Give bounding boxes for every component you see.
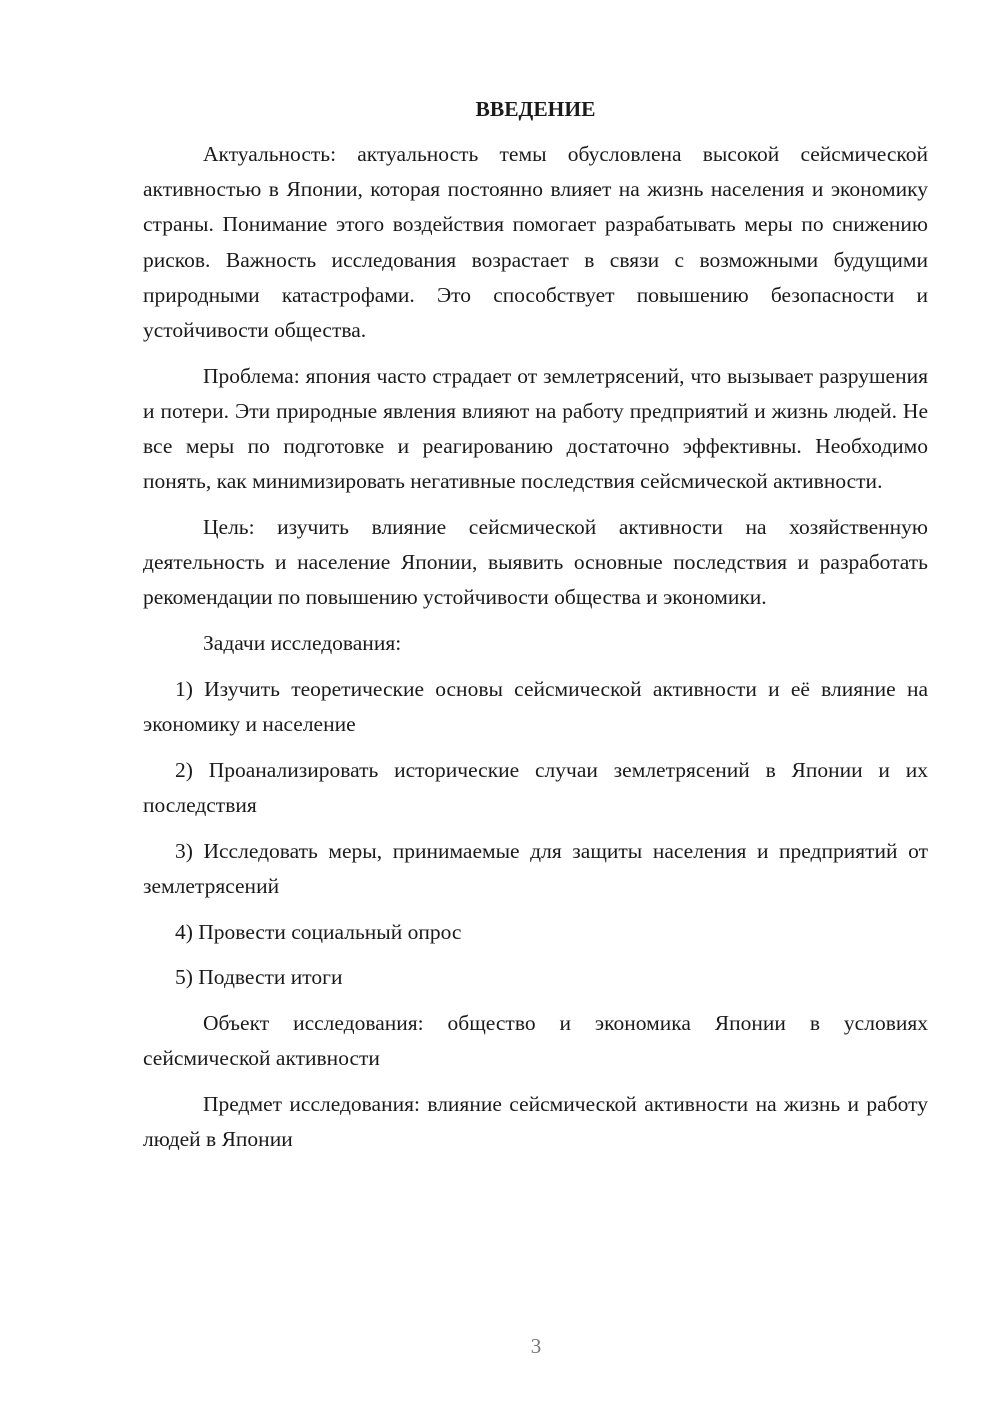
subject-paragraph: Предмет исследования: влияние сейсмической активности на жизнь и работу людей в Японии [143,1091,928,1152]
object-paragraph: Объект исследования: общество и экономика Японии в условиях сейсмической активности [143,1010,928,1071]
tasks-heading: Задачи исследования: [203,631,402,656]
problem-paragraph: Проблема: япония часто страдает от землетрясений, что вызывает разрушения и потери. Эти природные явления влияют на работу предприятий и жизнь людей. Не все меры по подготовке и реагированию достаточно эффективны. Необходимо понять, как минимизировать негативные последствия сейсмической активности. [143,363,928,494]
page-title: ВВЕДЕНИЕ [475,97,596,121]
task-item-3: 3) Исследовать меры, принимаемые для защиты населения и предприятий от землетрясений [143,838,928,898]
page-number: 3 [530,1334,542,1358]
goal-paragraph: Цель: изучить влияние сейсмической активности на хозяйственную деятельность и население Японии, выявить основные последствия и разработать рекомендации по повышению устойчивости общества и экономики. [143,515,928,610]
task-item-5: 5) Подвести итоги [175,965,343,990]
task-item-1: 1) Изучить теоретические основы сейсмической активности и её влияние на экономику и население [143,676,928,737]
document-page [143,92,928,1168]
relevance-paragraph: Актуальность: актуальность темы обусловлена высокой сейсмической активностью в Японии, которая постоянно влияет на жизнь населения и экономику страны. Понимание этого воздействия помогает разрабатывать меры по снижению рисков. Важность исследования возрастает в связи с возможными будущими природными катастрофами. Это способствует повышению безопасности и устойчивости общества. [143,142,928,343]
task-item-4: 4) Провести социальный опрос [175,919,462,944]
task-item-2: 2) Проанализировать исторические случаи землетрясений в Японии и их последствия [143,757,928,817]
